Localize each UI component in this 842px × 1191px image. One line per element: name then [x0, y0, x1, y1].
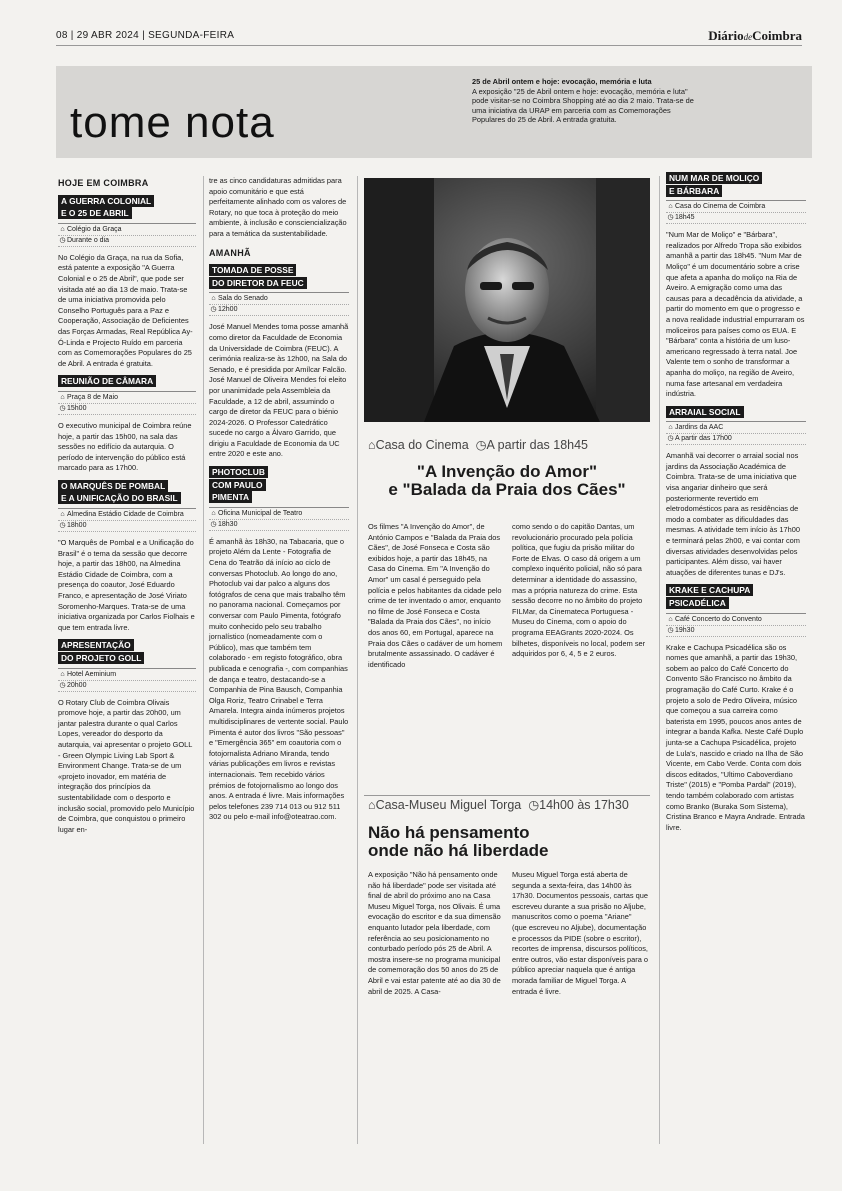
- event-time: A partir das 17h00: [675, 435, 732, 443]
- feature-venue: Casa-Museu Miguel Torga: [375, 798, 522, 812]
- column-divider: [357, 176, 358, 1144]
- clock-icon: ◷: [667, 214, 674, 222]
- event-meta: [58, 223, 196, 247]
- section-heading: HOJE EM COIMBRA: [58, 178, 149, 188]
- continued-text: tre as cinco candidaturas admitidas para apoio comunitário e que está perfeitamente alinhado com os valores de Rotary, no que toca à proteção do meio ambiente, à inclusão e consciencialização para a temática da sustentabilidade.: [209, 176, 347, 238]
- event-tag: COM PAULO: [209, 479, 266, 491]
- event-tag: DO DIRETOR DA FEUC: [209, 277, 307, 289]
- column-right: [666, 170, 806, 833]
- home-icon: ⌂: [211, 509, 216, 517]
- event-meta: [666, 200, 806, 224]
- film-still-image: [364, 178, 650, 422]
- event-tag: E O 25 DE ABRIL: [58, 207, 132, 219]
- feature-headline: [368, 824, 554, 860]
- event-time: 18h30: [218, 520, 238, 528]
- event-text: No Colégio da Graça, na rua da Sofia, está patente a exposição "A Guerra Colonial e o 25 de Abril", que pode ser visitada até ao dia 13 de maio. Trata-se de uma iniciativa promovida pelo Conselho Português para a Paz e Cooperação, Associação de Deficientes das Forças Armadas, Real República Ay-Ó-Linda e Projecto Ruído em parceria com as Comemorações Populares do 25 de Abril. A entrada é gratuita.: [58, 252, 193, 368]
- event-meta: [209, 507, 349, 531]
- event-tag: NUM MAR DE MOLIÇO: [666, 172, 762, 184]
- home-icon: ⌂: [668, 615, 673, 623]
- event-meta: [666, 421, 806, 445]
- column-divider: [659, 176, 660, 1144]
- page-header: [56, 28, 802, 46]
- event-place: Hotel Aeminium: [67, 670, 117, 678]
- home-icon: ⌂: [60, 670, 65, 678]
- event-text: "O Marquês de Pombal e a Unificação do Brasil" é o tema da sessão que decorre hoje, a partir das 18h00, na Almedina Estádio Cidade de Coimbra, com a presença do coautor, José Eduardo Franco, e apresentação de José Viriato Soromenho-Marques. Trata-se de uma iniciativa organizada por Carlos Fiolhais e que tem entrada livre.: [58, 538, 195, 632]
- column-tomorrow: [209, 176, 349, 823]
- event-item: [666, 584, 806, 833]
- event-time: 15h00: [67, 404, 87, 412]
- feature-time: A partir das 18h45: [486, 438, 589, 452]
- promo-box: [472, 77, 704, 125]
- event-tag: O MARQUÊS DE POMBAL: [58, 480, 168, 492]
- feature-text-left: Os filmes "A Invenção do Amor", de António Campos e "Balada da Praia dos Cães", de José Fonseca e Costa são exibidos hoje, a partir das 18h45, na Casa do Cinema. Em "A Invenção do Amor" um casal é perseguido pela polícia e pelos habitantes da cidade pelo crime de ter inventado o amor, enquanto no filme de José Fonseca e Costa "Balada da Praia dos Cães", no início dos anos 60, em Portugal, aparece na Praia dos Cães o cadáver de um homem brutalmente assassinado. O cadáver é identificado: [368, 522, 503, 669]
- section-title: tome nota: [70, 98, 275, 147]
- event-text: O Rotary Club de Coimbra Olivais promove hoje, a partir das 20h00, um jantar palestra durante o qual Carlos Lopes, vereador do desporto da autarquia, vai apresentar o projeto GOLL - Green Olympic Living Lab Sport & Environment Change. Trata-se de um «projeto inovador, em matéria de integração dos princípios da sustentabilidade com o desporto e inclusão social, promovido pelo Município de Coimbra, que conquistou o primeiro lugar en-: [58, 697, 195, 834]
- headline-line: Não há pensamento: [368, 823, 530, 842]
- event-tag: REUNIÃO DE CÂMARA: [58, 375, 156, 387]
- clock-icon: ◷: [59, 404, 66, 412]
- event-text: Amanhã vai decorrer o arraial social nos jardins da Associação Académica de Coimbra. Trata-se de uma iniciativa que visa angariar dinheiro que será posteriormente revertido em eletrodomésticos para as residências de modo a combater as dificuldades das mesmas. A atividade tem início às 17h00 e terminará pelas 2h00, e vai contar com diversas atividades desenvolvidas pelos participantes. Além disso, vai haver atuações de diferentes tunas e DJ's.: [666, 451, 800, 577]
- event-text: É amanhã às 18h30, na Tabacaria, que o projeto Além da Lente - Fotografia de Cena do Teatrão dá início ao ciclo de conversas Photoclub. Ao longo do ano, Photoclub vai dar palco a alguns dos fotógrafos de cena que mais trabalho têm no panorama nacional. Começamos por conversar com Paulo Pimenta, fotógrafo muito conhecido pelo seu trabalho jornalístico (nomeadamente com o Público), mas que também tem colaborado - em registo fotográfico, obra publicada e cenografia -, com companhias de dança e teatro, destacando-se a Companhia de Pina Bausch, Companhia Olga Roriz, Teatro Crinabel e Terra Amarela. Integra ainda inúmeros projetos multidisciplinares de vertente social. Paulo Pimenta é autor dos livros "São pessoas" e "Emergência 365" em coautoria com o fotojornalista Adriano Miranda, tendo várias publicações em livros e revistas internacionais. Tem recebido vários prémios de fotojornalismo ao longo dos anos. A entrada é livre. Mais informações pelos telefones 239 714 013 ou 912 511 302 ou pelo e-mail info@oteatrao.com.: [209, 536, 349, 822]
- venue-line: [368, 797, 629, 812]
- event-text: "Num Mar de Moliço" e "Bárbara", realizados por Alfredo Tropa são exibidos amanhã a partir das 18h45. "Num Mar de Moliço" é um documentário sobre a crise que afeta a apanha do moliço na Ria de Aveiro. A emigração como uma das causas para a decadência da atividade, a partir do momento em que o progresso e a nova realidade industrial empurraram os moliceiros para países como os EUA. E "Bárbara" conta a história de um luso-americano regressado à terra natal. Joe Valente tem o sonho de transformar a apanha do moliço, na região de Aveiro, numa fase artesanal em verdadeira indústria.: [666, 230, 805, 399]
- feature-text-right: Museu Miguel Torga está aberta de segunda a sexta-feira, das 14h00 às 17h30. Documentos pessoais, cartas que escreveu durante a sua prisão no Aljube, manuscritos como o poema "Ariane" (que escreveu no Aljube), documentação e processos da PIDE (sobre o escritor), recortes de imprensa, discursos políticos, entre outros, vão estar disponíveis para o público apreciar naquela que é antiga morada familiar de Miguel Torga. A entrada é livre.: [512, 870, 648, 996]
- logo-main: Diário: [708, 28, 744, 43]
- event-tag: PIMENTA: [209, 491, 252, 503]
- event-place: Praça 8 de Maio: [67, 393, 118, 401]
- feature-time: 14h00 às 17h30: [539, 798, 629, 812]
- clock-icon: ◷: [667, 435, 674, 443]
- issue-line: 08 | 29 ABR 2024 | SEGUNDA-FEIRA: [56, 30, 235, 41]
- clock-icon: ◷: [524, 798, 540, 812]
- event-tag: A GUERRA COLONIAL: [58, 195, 154, 207]
- clock-icon: ◷: [210, 520, 217, 528]
- event-tag: E BÁRBARA: [666, 185, 722, 197]
- section-heading: AMANHÃ: [209, 247, 251, 258]
- event-tag: KRAKE E CACHUPA: [666, 584, 753, 596]
- logo-city: Coimbra: [752, 28, 802, 43]
- clock-icon: ◷: [210, 306, 217, 314]
- headline-line: onde não há liberdade: [368, 841, 549, 860]
- home-icon: ⌂: [211, 295, 216, 303]
- event-place: Colégio da Graça: [67, 225, 122, 233]
- event-tag: TOMADA DE POSSE: [209, 264, 296, 276]
- clock-icon: ◷: [59, 522, 66, 530]
- feature-text-left: A exposição "Não há pensamento onde não há liberdade" pode ser visitada até final de abril do próximo ano na Casa Museu Miguel Torga, nos Olivais. É uma evocação do escritor e da sua dimensão enquanto lutador pela liberdade, com referência ao seu posicionamento no conturbado período pós 25 de Abril. A mostra insere-se no programa municipal de comemoração dos 50 anos do 25 de Abril e vai estar patente até ao dia 30 de abril de 2025. A Casa-: [368, 870, 501, 996]
- home-icon: ⌂: [368, 438, 376, 452]
- event-text: José Manuel Mendes toma posse amanhã como diretor da Faculdade de Economia da Universidade de Coimbra (FEUC). A cerimónia realiza-se às 12h00, na Sala do Senado, e é presidida por Amílcar Falcão. José Manuel de Oliveira Mendes foi eleito por unanimidade pela Assembleia da Faculdade, a 12 de abril, assumindo o cargo de diretor da FEUC para o biénio 2024-2026. O Professor Catedrático sucede no cargo a Álvaro Garrido, que dirigiu a Faculdade de Economia da UC entre 2020 e este ano.: [209, 322, 349, 459]
- event-item: [666, 406, 806, 579]
- home-icon: ⌂: [368, 798, 376, 812]
- event-tag: ARRAIAL SOCIAL: [666, 406, 744, 418]
- event-text: O executivo municipal de Coimbra reúne hoje, a partir das 15h00, na sala das sessões no edifício da autarquia. O período de intervenção do público está marcado para as 17h00.: [58, 420, 192, 473]
- promo-text: A exposição "25 de Abril ontem e hoje: evocação, memória e luta" pode visitar-se no Coimbra Shopping até ao dia 2 maio. Trata-se de uma iniciativa da URAP em parceria com as Comemorações Populares do 25 de Abril. A entrada gratuita.: [472, 86, 694, 125]
- event-tag: PHOTOCLUB: [209, 466, 268, 478]
- headline-line: e "Balada da Praia dos Cães": [388, 480, 626, 499]
- event-time: Durante o dia: [67, 236, 110, 244]
- column-today: [58, 174, 196, 835]
- story-divider: [364, 795, 650, 796]
- event-item: [58, 639, 196, 835]
- event-item: [58, 195, 196, 370]
- home-icon: ⌂: [60, 393, 65, 401]
- event-place: Oficina Municipal de Teatro: [218, 509, 303, 517]
- event-item: [58, 375, 196, 474]
- event-place: Jardins da AAC: [675, 424, 724, 432]
- event-meta: [209, 292, 349, 316]
- event-place: Café Concerto do Convento: [675, 615, 762, 623]
- home-icon: ⌂: [668, 203, 673, 211]
- feature-headline: [364, 463, 650, 499]
- feature-venue: Casa do Cinema: [375, 438, 469, 452]
- event-item: [58, 480, 196, 634]
- event-meta: [58, 668, 196, 692]
- event-item: [209, 466, 349, 823]
- event-tag: APRESENTAÇÃO: [58, 639, 134, 651]
- film-still-photo: [364, 178, 650, 422]
- event-meta: [58, 508, 196, 532]
- event-item: [666, 172, 806, 400]
- event-meta: [58, 391, 196, 415]
- home-icon: ⌂: [668, 424, 673, 432]
- event-time: 18h45: [675, 214, 695, 222]
- feature-text-right: como sendo o do capitão Dantas, um revolucionário procurado pela polícia política, que fugiu da prisão militar do Forte de Elvas. O caso dá origem a um complexo inquérito policial, não só para determinar a identidade do assassino, mas a própria natureza do crime. Esta sessão decorre no no âmbito do projeto FILMar, da Cinemateca Portuguesa - Museu do Cinema, com o apoio do programa EEAGrants 2020-2024. Os bilhetes, disponíveis no local, podem ser adquiridos por 6, 4, 5 e 2 euros.: [512, 522, 646, 659]
- clock-icon: ◷: [667, 626, 674, 634]
- event-meta: [666, 613, 806, 637]
- home-icon: ⌂: [60, 511, 65, 519]
- headline-line: "A Invenção do Amor": [416, 462, 598, 481]
- venue-line: [368, 437, 588, 452]
- event-time: 18h00: [67, 522, 87, 530]
- event-place: Casa do Cinema de Coimbra: [675, 203, 766, 211]
- promo-title: 25 de Abril ontem e hoje: evocação, memória e luta: [472, 77, 652, 86]
- event-text: Krake e Cachupa Psicadélica são os nomes que amanhã, a partir das 19h30, sobem ao palco do Café Concerto do Convento São Francisco no âmbito da programação do Café Curto. Krake é o projeto a solo de Pedro Oliveira, músico que começou a sua carreira como baterista em 1995, poucos anos antes de integrar a banda Kafka. Neste Café Duplo junta-se a Cachupa Psicadélica, projeto de Lula's, nascido e criado na Ilha de São Vicente, em Cabo Verde. Conta com dois discos editados, "Ultimo Caboverdiano Triste" (2015) e "Pomba Pardal" (2019), tendo também colaborado com artistas como Branko (Buraka Som Sistema), Cristina Branco e Mayra Andrade. Entrada livre.: [666, 642, 805, 832]
- column-divider: [203, 176, 204, 1144]
- newspaper-logo: [708, 28, 802, 44]
- event-time: 20h00: [67, 681, 87, 689]
- event-place: Almedina Estádio Cidade de Coimbra: [67, 511, 184, 519]
- event-place: Sala do Senado: [218, 295, 268, 303]
- event-tag: E A UNIFICAÇÃO DO BRASIL: [58, 492, 181, 504]
- logo-de: de: [743, 32, 753, 42]
- clock-icon: ◷: [59, 236, 66, 244]
- event-time: 12h00: [218, 306, 238, 314]
- event-item: [209, 264, 349, 460]
- clock-icon: ◷: [472, 438, 487, 452]
- home-icon: ⌂: [60, 225, 65, 233]
- clock-icon: ◷: [59, 681, 66, 689]
- event-tag: PSICADÉLICA: [666, 597, 729, 609]
- event-time: 19h30: [675, 626, 695, 634]
- event-tag: DO PROJETO GOLL: [58, 652, 144, 664]
